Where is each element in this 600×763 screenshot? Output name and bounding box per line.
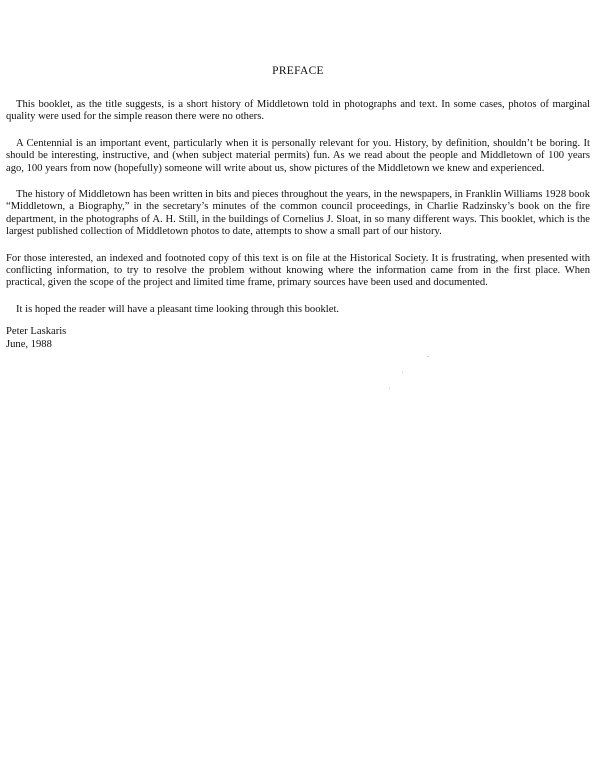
scan-speck [427, 356, 429, 357]
page-title: PREFACE [272, 65, 324, 77]
scan-speck [389, 388, 390, 389]
signature-date: June, 1988 [6, 338, 52, 350]
paragraph-history: The history of Middletown has been written in bits and pieces throughout the years, in the newspapers, in Franklin Williams 1928 book “Middletown, a Biography,” in the secretary’s minutes of the common council proceedings, in Charlie Radzinsky’s book on the fire department, in the photographs of A. H. Still, in the buildings of Cornelius J. Sloat, in so many different ways. This booklet, which is the largest published collection of Middletown photos to date, attempts to show a small part of our history. [6, 189, 590, 238]
scan-speck [402, 372, 403, 373]
paragraph-intro: This booklet, as the title suggests, is a short history of Middletown told in photographs and text. In some cases, photos of marginal quality were used for the simple reason there were no others. [6, 99, 590, 123]
paragraph-closing: It is hoped the reader will have a pleasant time looking through this booklet. [16, 303, 340, 315]
paragraph-centennial: A Centennial is an important event, particularly when it is personally relevant for you. History, by definition, shouldn’t be boring. It should be interesting, instructive, and (when subject material permits) fun. As we read about the people and Middletown of 100 years ago, 100 years from now (hopefully) someone will write about us, show pictures of the Middletown we knew and experienced. [6, 137, 590, 174]
signature-name: Peter Laskaris [6, 326, 67, 338]
paragraph-sources: For those interested, an indexed and footnoted copy of this text is on file at the Historical Society. It is frustrating, when presented with conflicting information, to try to resolve the problem without knowing where the information came from in the first place. When practical, given the scope of the project and limited time frame, primary sources have been used and documented. [6, 252, 590, 289]
